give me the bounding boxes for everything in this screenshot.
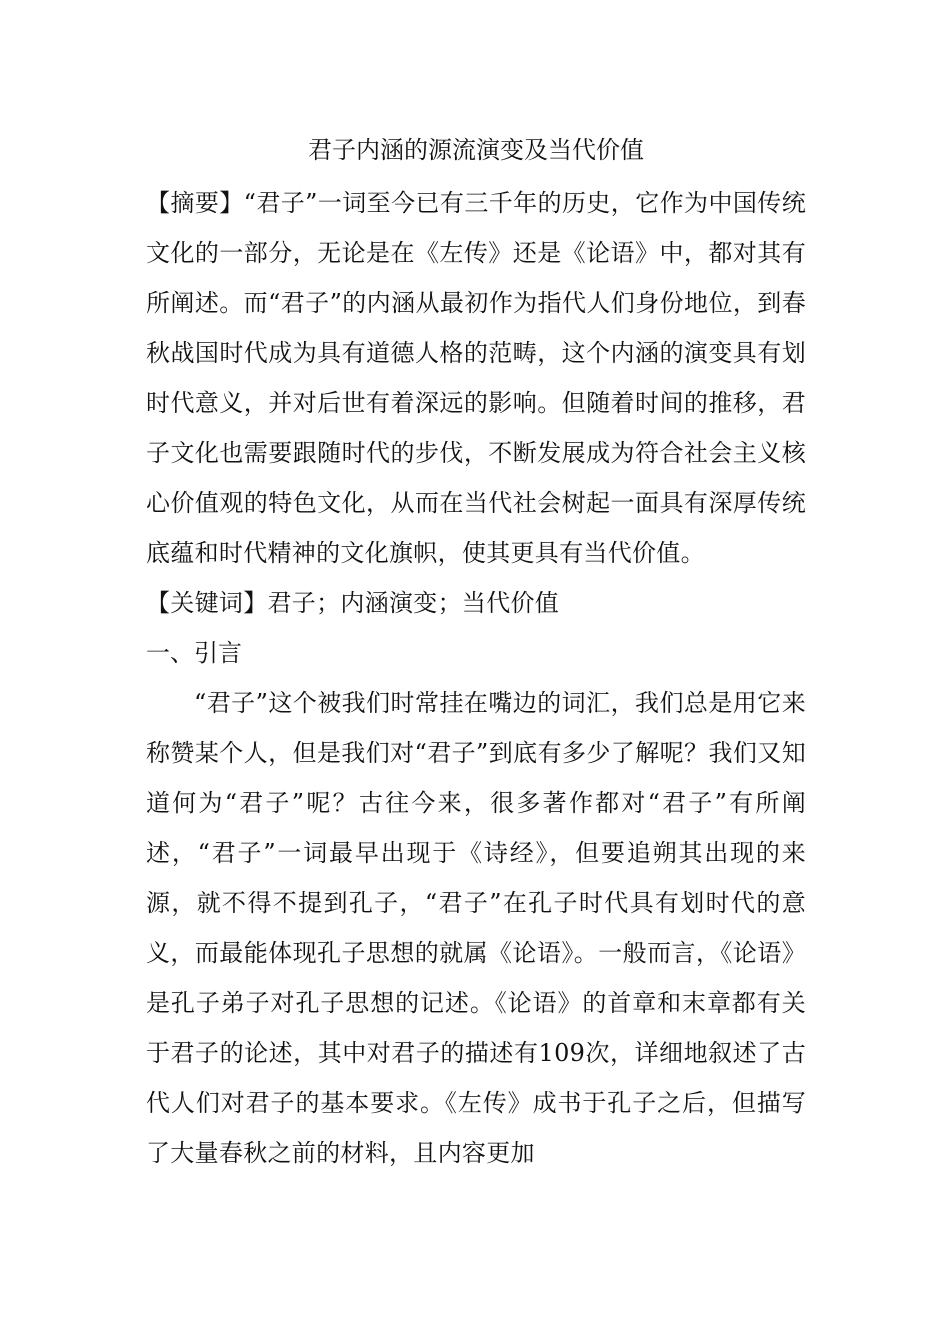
section-heading: 一、引言 <box>146 639 242 667</box>
abstract-paragraph: 【摘要】“君子”一词至今已有三千年的历史，它作为中国传统文化的一部分，无论是在《左传》还是《论语》中，都对其有所阐述。而“君子”的内涵从最初作为指代人们身份地位，到春秋战国时代成为具有道德人格的范畴，这个内涵的演变具有划时代意义，并对后世有着深远的影响。但随着时间的推移，君子文化也需要跟随时代的步伐，不断发展成为符合社会主义核心价值观的特色文化，从而在当代社会树起一面具有深厚传统底蕴和时代精神的文化旗帜，使其更具有当代价值。 <box>146 189 806 567</box>
document-page <box>146 128 806 1178</box>
intro-paragraph: “君子”这个被我们时常挂在嘴边的词汇，我们总是用它来称赞某个人，但是我们对“君子”到底有多少了解呢？我们又知道何为“君子”呢？古往今来，很多著作都对“君子”有所阐述，“君子”一词最早出现于《诗经》，但要追朔其出现的来源，就不得不提到孔子，“君子”在孔子时代具有划时代的意义，而最能体现孔子思想的就属《论语》。一般而言，《论语》是孔子弟子对孔子思想的记述。《论语》的首章和末章都有关于君子的论述，其中对君子的描述有109次，详细地叙述了古代人们对君子的基本要求。《左传》成书于孔子之后，但描写了大量春秋之前的材料，且内容更加 <box>146 689 806 1167</box>
keywords-line: 【关键词】君子；内涵演变；当代价值 <box>146 589 560 617</box>
document-title: 君子内涵的源流演变及当代价值 <box>308 136 644 164</box>
